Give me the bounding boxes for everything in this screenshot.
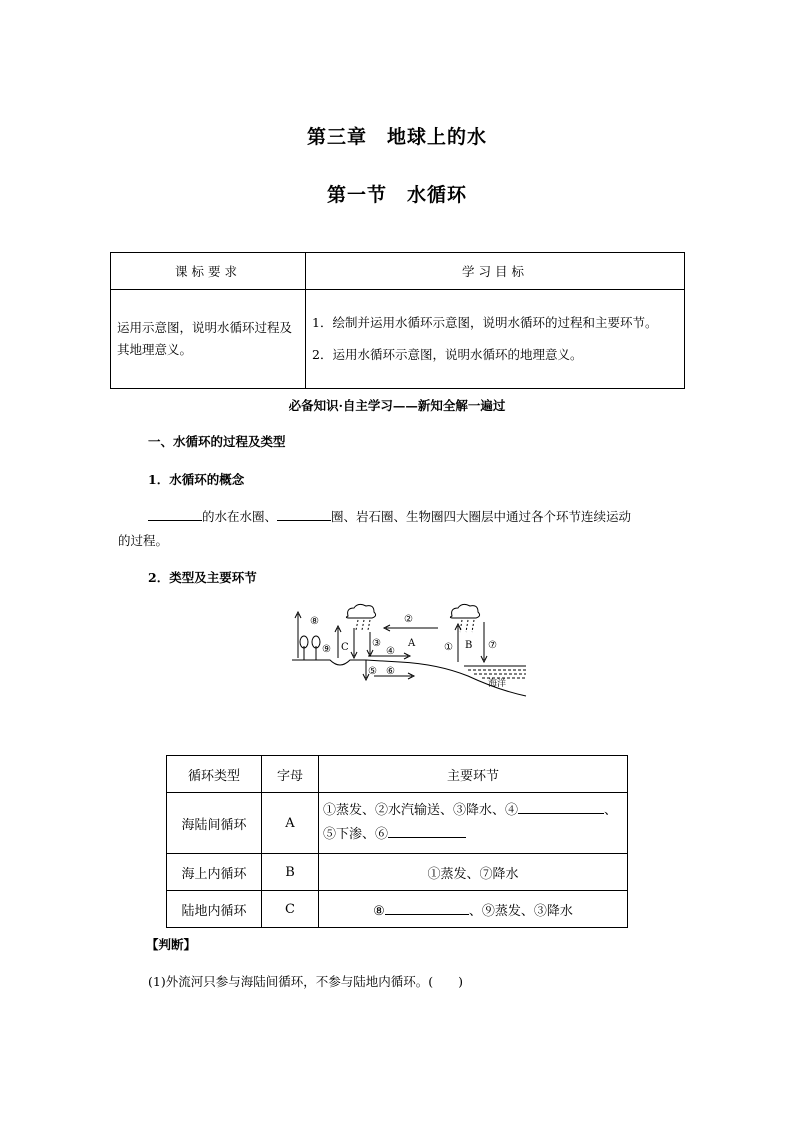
water-cycle-diagram — [288, 598, 530, 700]
diagram-label-4: ④ — [386, 646, 395, 657]
blank-2[interactable] — [277, 508, 331, 521]
diagram-label-6: ⑥ — [386, 666, 395, 677]
header-letter: 字母 — [262, 756, 319, 793]
links-land-post: 、⑨蒸发、③降水 — [468, 903, 573, 919]
subheading-types: 2．类型及主要环节 — [148, 570, 257, 585]
heading-process-types: 一、水循环的过程及类型 — [148, 434, 286, 449]
row-letter-a: A — [262, 793, 319, 854]
cycle-types-table — [166, 755, 628, 928]
goal-2: 2．运用水循环示意图，说明水循环的地理意义。 — [312, 347, 583, 362]
requirement-cell: 运用示意图，说明水循环过程及其地理意义。 — [111, 290, 306, 389]
row-links-ocean: ①蒸发、⑦降水 — [319, 854, 628, 891]
concept-line-1 — [148, 507, 631, 525]
header-links: 主要环节 — [319, 756, 628, 793]
concept-text-1: 的水在水圈、 — [202, 509, 278, 524]
links-land-pre: ⑧ — [373, 903, 385, 919]
diagram-label-5: ⑤ — [368, 666, 377, 677]
diagram-label-C: C — [341, 642, 349, 653]
row-links-land — [319, 891, 628, 928]
standards-table — [110, 252, 685, 389]
diagram-label-B: B — [465, 640, 473, 651]
judge-heading: 【判断】 — [146, 937, 197, 952]
links-line-2: ⑤下渗、⑥ — [323, 827, 389, 842]
subheading-concept: 1．水循环的概念 — [148, 472, 245, 487]
blank-transpiration[interactable] — [385, 902, 469, 915]
concept-line-2: 的过程。 — [118, 533, 169, 548]
concept-text-2: 圈、岩石圈、生物圈四大圈层中通过各个环节连续运动 — [331, 509, 632, 524]
section-banner: 必备知识·自主学习——新知全解一遍过 — [288, 398, 506, 413]
goal-1: 1．绘制并运用水循环示意图，说明水循环的过程和主要环节。 — [312, 315, 658, 330]
goals-cell — [306, 290, 685, 389]
row-type-ocean: 海上内循环 — [167, 854, 262, 891]
header-type: 循环类型 — [167, 756, 262, 793]
diagram-label-3: ③ — [372, 638, 381, 649]
col-header-standards: 课标要求 — [111, 253, 306, 290]
section-title: 第一节 水循环 — [326, 184, 467, 206]
row-type-land: 陆地内循环 — [167, 891, 262, 928]
blank-groundwater[interactable] — [388, 825, 466, 838]
row-letter-c: C — [262, 891, 319, 928]
col-header-goals: 学习目标 — [306, 253, 685, 290]
judge-item-1: (1)外流河只参与海陆间循环，不参与陆地内循环。( ) — [148, 974, 463, 989]
links-line-1: ①蒸发、②水汽输送、③降水、④ — [323, 803, 519, 818]
diagram-label-1: ① — [444, 642, 453, 653]
row-type-sea-land: 海陆间循环 — [167, 793, 262, 854]
blank-1[interactable] — [148, 508, 202, 521]
diagram-label-9: ⑨ — [322, 644, 331, 655]
diagram-label-7: ⑦ — [488, 640, 497, 651]
row-links-sea-land — [319, 793, 628, 854]
chapter-title: 第三章 地球上的水 — [306, 126, 487, 148]
diagram-label-8: ⑧ — [310, 616, 319, 627]
row-letter-b: B — [262, 854, 319, 891]
diagram-label-ocean: 海洋 — [488, 679, 507, 689]
diagram-label-2: ② — [404, 614, 413, 625]
blank-runoff[interactable] — [518, 801, 604, 814]
diagram-label-A: A — [408, 638, 416, 649]
links-sep: 、 — [604, 803, 618, 818]
